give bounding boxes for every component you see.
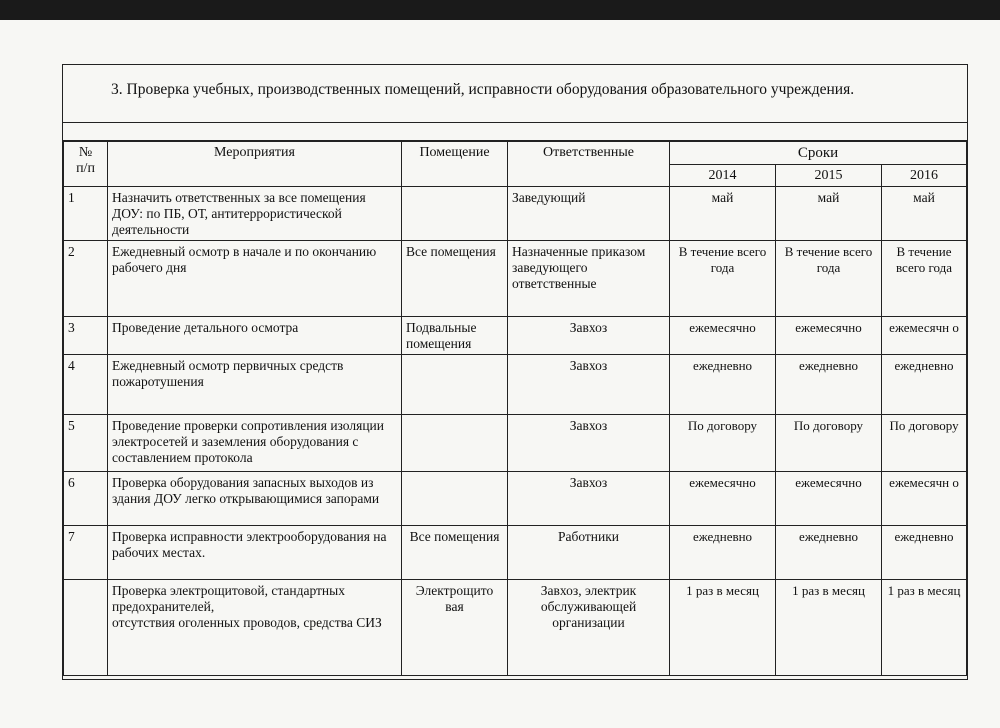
header-responsible: Ответственные — [508, 142, 670, 187]
row-num: 4 — [64, 355, 108, 415]
row-responsible: Работники — [508, 526, 670, 580]
header-activity: Мероприятия — [108, 142, 402, 187]
row-room — [402, 472, 508, 526]
row-num: 5 — [64, 415, 108, 472]
header-room: Помещение — [402, 142, 508, 187]
row-activity: Проверка электрощитовой, стандартных предохранителей, отсутствия оголенных проводов, средства СИЗ — [108, 580, 402, 676]
row-2015: ежедневно — [776, 526, 882, 580]
row-2016: ежемесячн о — [882, 317, 967, 355]
row-num: 1 — [64, 187, 108, 241]
header-num: № п/п — [64, 142, 108, 187]
section-title: 3. Проверка учебных, производственных помещений, исправности оборудования образовательного учреждения. — [111, 81, 855, 98]
row-activity: Проведение детального осмотра — [108, 317, 402, 355]
table-row — [64, 241, 967, 317]
row-2014: В течение всего года — [670, 241, 776, 317]
row-2016: В течение всего года — [882, 241, 967, 317]
row-2014: май — [670, 187, 776, 241]
row-num: 3 — [64, 317, 108, 355]
row-responsible: Завхоз — [508, 472, 670, 526]
row-responsible: Завхоз — [508, 355, 670, 415]
table-row — [64, 317, 967, 355]
row-room: Все помещения — [402, 241, 508, 317]
header-terms: Сроки — [670, 142, 967, 165]
row-2016: По договору — [882, 415, 967, 472]
row-room — [402, 187, 508, 241]
row-room: Электрощито вая — [402, 580, 508, 676]
row-num — [64, 580, 108, 676]
row-2015: По договору — [776, 415, 882, 472]
row-responsible: Завхоз, электрик обслуживающей организации — [508, 580, 670, 676]
row-num: 6 — [64, 472, 108, 526]
row-activity: Назначить ответственных за все помещения ДОУ: по ПБ, ОТ, антитеррористической деятельности — [108, 187, 402, 241]
row-2015: май — [776, 187, 882, 241]
row-2014: ежемесячно — [670, 472, 776, 526]
row-room: Все помещения — [402, 526, 508, 580]
row-activity: Проверка оборудования запасных выходов из здания ДОУ легко открывающимися запорами — [108, 472, 402, 526]
row-activity: Ежедневный осмотр первичных средств пожаротушения — [108, 355, 402, 415]
row-2014: ежедневно — [670, 526, 776, 580]
row-2016: май — [882, 187, 967, 241]
row-2015: ежемесячно — [776, 472, 882, 526]
row-responsible: Завхоз — [508, 317, 670, 355]
header-year-2014: 2014 — [670, 165, 776, 187]
row-2016: 1 раз в месяц — [882, 580, 967, 676]
row-activity: Ежедневный осмотр в начале и по окончанию рабочего дня — [108, 241, 402, 317]
table-frame — [62, 64, 968, 680]
inspection-table — [63, 141, 967, 676]
row-2015: ежедневно — [776, 355, 882, 415]
row-2014: ежемесячно — [670, 317, 776, 355]
document-page — [0, 20, 1000, 728]
row-2015: В течение всего года — [776, 241, 882, 317]
row-responsible: Заведующий — [508, 187, 670, 241]
row-2015: ежемесячно — [776, 317, 882, 355]
table-row — [64, 526, 967, 580]
table-row — [64, 580, 967, 676]
row-2014: ежедневно — [670, 355, 776, 415]
table-row — [64, 187, 967, 241]
table-row — [64, 415, 967, 472]
row-activity: Проведение проверки сопротивления изоляции электросетей и заземления оборудования с составлением протокола — [108, 415, 402, 472]
row-2016: ежедневно — [882, 355, 967, 415]
row-activity: Проверка исправности электрооборудования на рабочих местах. — [108, 526, 402, 580]
row-room — [402, 415, 508, 472]
header-year-2016: 2016 — [882, 165, 967, 187]
table-row — [64, 472, 967, 526]
row-room: Подвальные помещения — [402, 317, 508, 355]
spacer-band — [63, 123, 967, 141]
row-responsible: Завхоз — [508, 415, 670, 472]
row-num: 7 — [64, 526, 108, 580]
header-row — [64, 142, 967, 165]
row-2014: 1 раз в месяц — [670, 580, 776, 676]
table-row — [64, 355, 967, 415]
row-num: 2 — [64, 241, 108, 317]
row-responsible: Назначенные приказом заведующего ответственные — [508, 241, 670, 317]
row-2015: 1 раз в месяц — [776, 580, 882, 676]
row-room — [402, 355, 508, 415]
row-2016: ежедневно — [882, 526, 967, 580]
title-band — [63, 65, 967, 123]
row-2016: ежемесячн о — [882, 472, 967, 526]
header-year-2015: 2015 — [776, 165, 882, 187]
row-2014: По договору — [670, 415, 776, 472]
